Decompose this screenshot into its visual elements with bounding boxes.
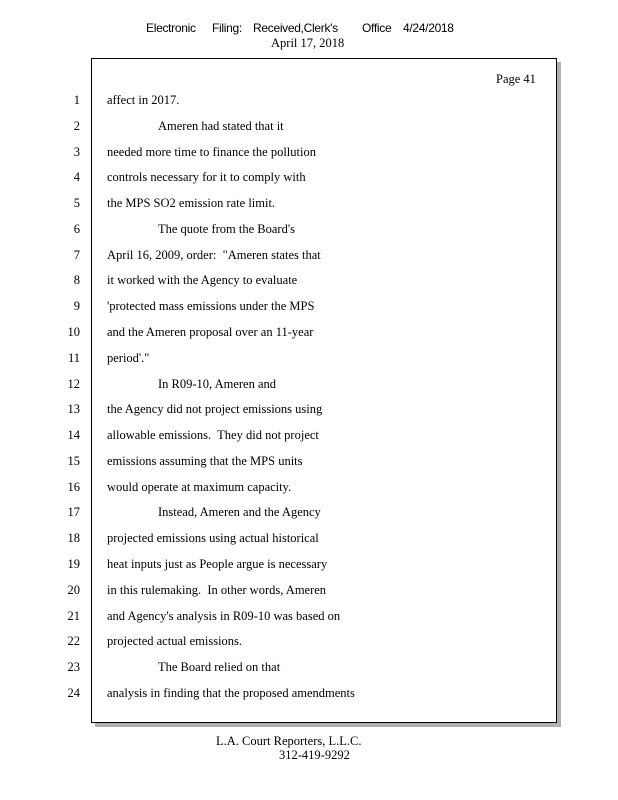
transcript-line [0,299,618,317]
transcript-line [0,583,618,601]
transcript-line [0,119,618,137]
line-text: and the Ameren proposal over an 11-year [107,325,314,340]
line-number: 19 [67,557,80,572]
transcript-line [0,505,618,523]
transcript-line [0,454,618,472]
footer-company: L.A. Court Reporters, L.L.C. [216,734,362,748]
line-number: 9 [73,299,80,314]
transcript-line [0,480,618,498]
line-text: The quote from the Board's [158,221,295,236]
line-number: 20 [67,582,80,597]
stamp-electronic: Electronic [146,21,196,35]
line-text: 'protected mass emissions under the MPS [107,299,315,314]
line-text: it worked with the Agency to evaluate [107,273,298,288]
line-number: 18 [67,531,80,546]
transcript-line [0,248,618,266]
line-number: 4 [73,170,80,185]
line-number: 6 [73,221,80,236]
transcript-line [0,222,618,240]
line-number: 24 [67,685,80,700]
line-text: projected emissions using actual historical [107,531,319,546]
line-text: and Agency's analysis in R09-10 was based on [107,608,341,623]
transcript-line [0,609,618,627]
line-number: 3 [73,144,80,159]
line-text: Instead, Ameren and the Agency [158,505,321,520]
line-number: 15 [67,453,80,468]
line-text: April 16, 2009, order: "Ameren states that [107,247,321,262]
line-number: 13 [67,402,80,417]
stamp-received: Received,Clerk's [253,21,338,35]
page-number: Page 41 [496,72,536,86]
line-text: emissions assuming that the MPS units [107,453,303,468]
transcript-line [0,402,618,420]
line-text: analysis in finding that the proposed amendments [107,685,355,700]
transcript-line [0,557,618,575]
line-number: 22 [67,634,80,649]
line-number: 1 [73,93,80,107]
transcript-line [0,170,618,188]
transcript-line [0,686,618,704]
stamp-date: 4/24/2018 [403,21,454,35]
line-text: allowable emissions. They did not project [107,428,319,443]
line-text: affect in 2017. [107,93,180,107]
line-number: 2 [73,118,80,133]
transcript-line [0,531,618,549]
line-number: 8 [73,273,80,288]
transcript-line [0,660,618,678]
line-number: 10 [67,325,80,340]
line-number: 23 [67,660,80,675]
line-number: 16 [67,479,80,494]
transcript-line [0,273,618,291]
transcript-line [0,428,618,446]
line-text: projected actual emissions. [107,634,243,649]
transcript-line [0,634,618,652]
line-number: 14 [67,428,80,443]
transcript-date: April 17, 2018 [271,36,345,50]
line-text: the MPS SO2 emission rate limit. [107,196,276,211]
line-text: controls necessary for it to comply with [107,170,306,185]
transcript-line [0,351,618,369]
line-text: in this rulemaking. In other words, Ameren [107,582,327,597]
transcript-line [0,196,618,214]
line-text: Ameren had stated that it [158,118,284,133]
line-text: would operate at maximum capacity. [107,479,292,494]
stamp-filing: Filing: [212,21,242,35]
line-number: 21 [67,608,80,623]
transcript-line [0,325,618,343]
line-number: 11 [67,350,80,365]
stamp-office: Office [362,21,392,35]
line-number: 12 [67,376,80,391]
transcript-line [0,377,618,395]
line-number: 17 [67,505,80,520]
line-text: In R09-10, Ameren and [158,376,277,391]
line-text: the Agency did not project emissions using [107,402,323,417]
line-text: needed more time to finance the pollution [107,144,316,159]
transcript-line [0,93,618,111]
line-text: period'." [107,350,150,365]
transcript-line [0,145,618,163]
line-number: 7 [73,247,80,262]
line-text: The Board relied on that [158,660,281,675]
line-number: 5 [73,196,80,211]
line-text: heat inputs just as People argue is necessary [107,557,328,572]
footer-phone: 312-419-9292 [279,748,350,762]
